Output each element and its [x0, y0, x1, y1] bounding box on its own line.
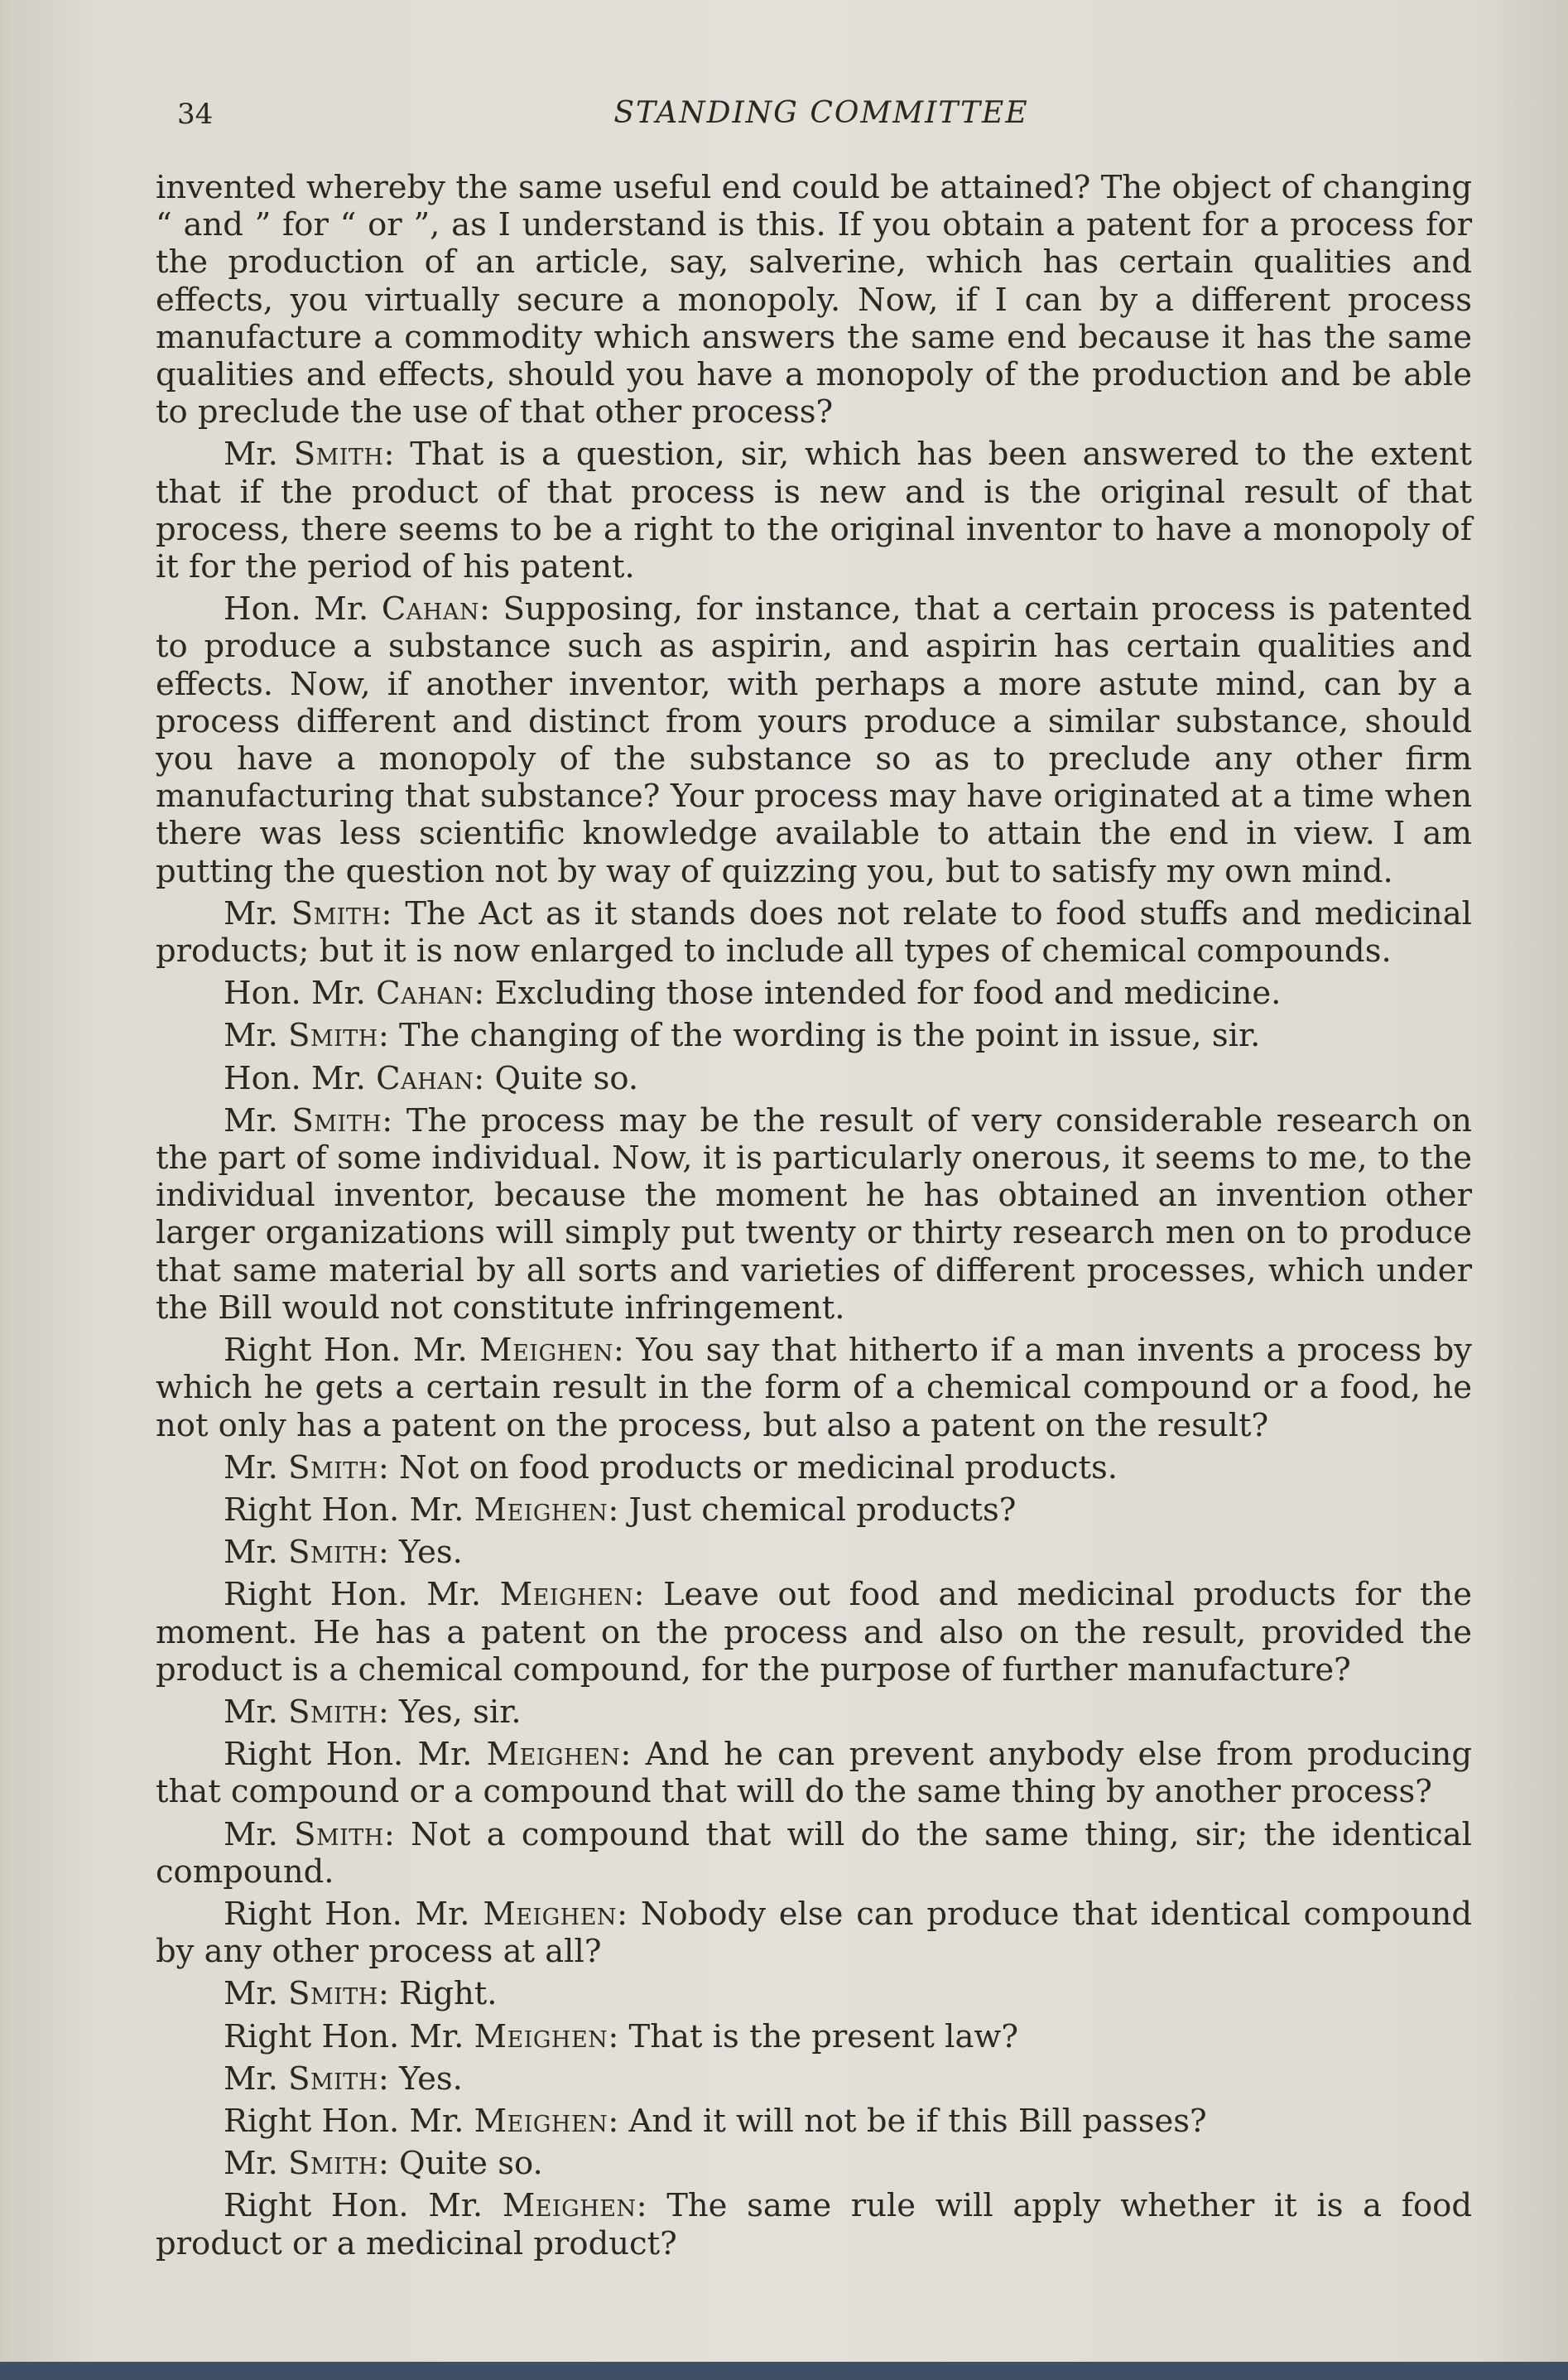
paragraph: Mr. Smith: Quite so. [224, 2145, 543, 2183]
transcript-body [156, 169, 1472, 2267]
speaker-name: Smith [288, 1017, 378, 1055]
speaker-name: Meighen [479, 1332, 613, 1370]
speaker-name: Meighen [499, 1576, 634, 1614]
running-title: STANDING COMMITTEE [613, 96, 1029, 130]
paragraph: Mr. Smith: Right. [224, 1975, 498, 2013]
page-number: 34 [177, 98, 214, 131]
paragraph: Right Hon. Mr. Meighen: And he can prevent anybody else from producing that compound or a compound that will do the same thing by another process? [156, 1736, 1472, 1811]
speaker-name: Smith [288, 1693, 378, 1731]
speaker-name: Smith [288, 1448, 378, 1486]
paragraph: Right Hon. Mr. Meighen: Just chemical products? [224, 1491, 1017, 1529]
speaker-name: Meighen [474, 2017, 608, 2055]
paragraph: Hon. Mr. Cahan: Quite so. [224, 1059, 639, 1097]
paragraph: Right Hon. Mr. Meighen: Leave out food and medicinal products for the moment. He has a patent on the process and also on the result, provided the product is a chemical compound, for the purpose of further manufacture? [156, 1576, 1472, 1689]
paragraph: Mr. Smith: The Act as it stands does not relate to food stuffs and medicinal products; but it is now enlarged to include all types of chemical compounds. [156, 894, 1472, 971]
speaker-name: Meighen [502, 2187, 637, 2225]
paragraph: Right Hon. Mr. Meighen: You say that hitherto if a man invents a process by which he gets a certain result in the form of a chemical compound or a food, he not only has a patent on the process, but also a patent on the result? [156, 1332, 1472, 1444]
page-header [177, 93, 1465, 151]
paragraph: Hon. Mr. Cahan: Supposing, for instance, that a certain process is patented to produce a substance such as aspirin, and aspirin has certain qualities and effects. Now, if another inventor, with perhaps a more astute mind, can by a process different and distinct from yours produce a similar substance, should you have a monopoly of the substance so as to preclude any other firm manufacturing that substance? Your process may have originated at a time when there was less scientific knowledge available to attain the end in view. I am putting the question not by way of quizzing you, but to satisfy my own mind. [156, 590, 1472, 890]
paragraph: Right Hon. Mr. Meighen: That is the present law? [224, 2017, 1018, 2055]
speaker-name: Smith [288, 2060, 378, 2098]
speaker-name: Smith [291, 894, 382, 932]
paragraph: Mr. Smith: Yes. [224, 2060, 463, 2098]
paragraph: Mr. Smith: Not a compound that will do the same thing, sir; the identical compound. [156, 1815, 1472, 1891]
paragraph: Right Hon. Mr. Meighen: And it will not be if this Bill passes? [224, 2102, 1207, 2140]
paragraph: Mr. Smith: The process may be the result of very considerable research on the part of some individual. Now, it is particularly onerous, it seems to me, to the individual inventor, because the moment he has obtained an invention other larger organizations will simply put twenty or thirty research men on to produce that same material by all sorts and varieties of different processes, which under the Bill would not constitute infringement. [156, 1101, 1472, 1327]
speaker-name: Cahan [376, 975, 474, 1013]
paragraph: Mr. Smith: That is a question, sir, which has been answered to the extent that if the product of that process is new and is the original result of that process, there seems to be a right to the original inventor to have a monopoly of it for the period of his patent. [156, 436, 1473, 586]
paragraph: Mr. Smith: Not on food products or medicinal products. [224, 1448, 1118, 1486]
speaker-name: Smith [293, 436, 384, 474]
paragraph: Mr. Smith: Yes. [224, 1534, 463, 1572]
speaker-name: Smith [291, 1101, 382, 1139]
paragraph: Mr. Smith: The changing of the wording is the point in issue, sir. [224, 1017, 1261, 1055]
paragraph: invented whereby the same useful end could be attained? The object of changing “ and ” for “ or ”, as I understand is this. If you obtain a patent for a process for the production of an article, say, salverine, which has certain qualities and effects, you virtually secure a monopoly. Now, if I can by a different process manufacture a commodity which answers the same end because it has the same qualities and effects, should you have a monopoly of the production and be able to preclude the use of that other process? [156, 169, 1472, 431]
speaker-name: Smith [288, 1975, 378, 2013]
speaker-name: Smith [288, 1534, 378, 1572]
paragraph: Right Hon. Mr. Meighen: Nobody else can produce that identical compound by any other process at all? [156, 1895, 1472, 1971]
speaker-name: Smith [288, 2145, 378, 2183]
speaker-name: Smith [294, 1815, 384, 1853]
speaker-name: Cahan [376, 1059, 474, 1097]
paragraph: Hon. Mr. Cahan: Excluding those intended for food and medicine. [224, 975, 1282, 1013]
speaker-name: Meighen [483, 1895, 618, 1933]
speaker-name: Cahan [381, 590, 479, 629]
paragraph: Mr. Smith: Yes, sir. [224, 1693, 522, 1731]
speaker-name: Meighen [474, 2102, 608, 2140]
speaker-name: Meighen [474, 1491, 608, 1529]
paragraph: Right Hon. Mr. Meighen: The same rule will apply whether it is a food product or a medicinal product? [156, 2187, 1472, 2262]
speaker-name: Meighen [486, 1736, 621, 1774]
